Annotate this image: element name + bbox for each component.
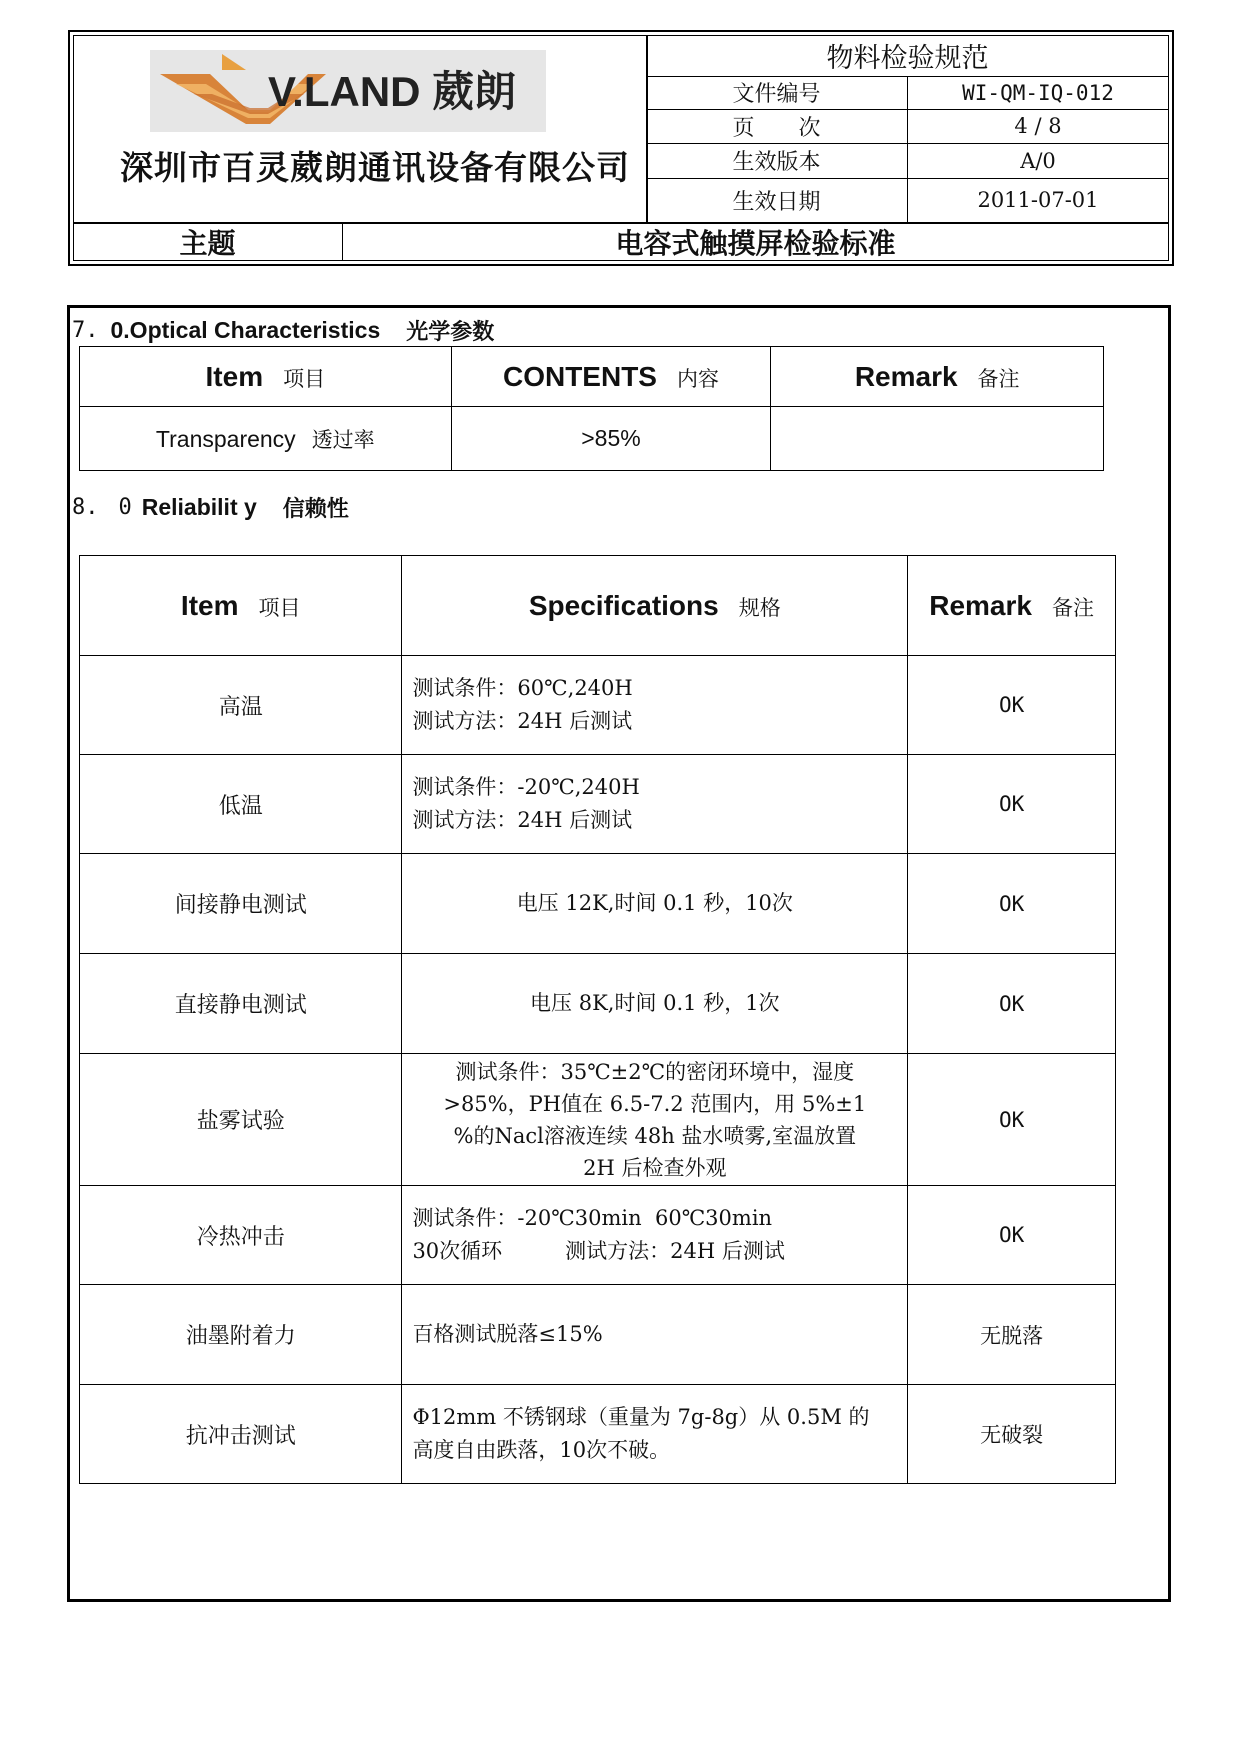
section-8-zero: 0 bbox=[118, 494, 132, 520]
cell-remark: OK bbox=[908, 656, 1116, 755]
value-version: A/0 bbox=[1020, 148, 1056, 173]
cell-remark: OK bbox=[908, 755, 1116, 854]
cell-remark: OK bbox=[908, 854, 1116, 954]
label-effective-date: 生效日期 bbox=[732, 189, 821, 215]
cell-item: 高温 bbox=[80, 656, 402, 755]
cell-remark bbox=[771, 407, 1104, 471]
cell-item: 冷热冲击 bbox=[80, 1186, 402, 1285]
section-8-title-en: Reliabilit y bbox=[141, 493, 257, 520]
optical-table bbox=[79, 346, 1104, 471]
spec-line: 2H 后检查外观 bbox=[583, 1155, 727, 1180]
cell-spec bbox=[402, 954, 908, 1054]
cell-spec bbox=[402, 1385, 908, 1484]
label-doc-number: 文件编号 bbox=[732, 82, 821, 107]
table-row bbox=[80, 1285, 1116, 1385]
table-row bbox=[80, 954, 1116, 1054]
header-item-zh: 项目 bbox=[258, 595, 301, 620]
table-row bbox=[80, 854, 1116, 954]
section-7-heading bbox=[72, 314, 494, 346]
section-8-number: 8. bbox=[72, 494, 99, 520]
cell-spec bbox=[402, 1285, 908, 1385]
item-en: Transparency bbox=[155, 425, 296, 452]
header-remark-en: Remark bbox=[854, 360, 958, 392]
spec-line: 测试方法：24H 后测试 bbox=[412, 709, 633, 733]
cell-spec bbox=[402, 656, 908, 755]
cell-remark: OK bbox=[908, 954, 1116, 1054]
table-row bbox=[80, 1186, 1116, 1285]
company-logo bbox=[150, 50, 546, 132]
cell-item: 油墨附着力 bbox=[80, 1285, 402, 1385]
spec-line: 测试条件：35℃±2℃的密闭环境中，湿度 bbox=[455, 1059, 855, 1084]
table-row bbox=[80, 755, 1116, 854]
section-7-title-en: 0.Optical Characteristics bbox=[110, 316, 381, 343]
header-spec-en: Specifications bbox=[528, 589, 719, 621]
cell-item: 盐雾试验 bbox=[80, 1054, 402, 1186]
spec-line: 测试条件：-20℃30min 60℃30min bbox=[412, 1206, 773, 1230]
spec-line: >85%，PH值在 6.5-7.2 范围内，用 5%±1 bbox=[443, 1091, 867, 1116]
reliability-table bbox=[79, 555, 1116, 1484]
header-contents-en: CONTENTS bbox=[502, 360, 657, 392]
company-name: 深圳市百灵葳朗通讯设备有限公司 bbox=[120, 148, 630, 187]
spec-line: 电压 12K,时间 0.1 秒，10次 bbox=[516, 891, 793, 915]
spec-line: 测试方法：24H 后测试 bbox=[412, 808, 633, 832]
header-remark-zh: 备注 bbox=[977, 366, 1020, 391]
cell-spec bbox=[402, 854, 908, 954]
header-spec bbox=[402, 556, 908, 656]
table-row bbox=[80, 656, 1116, 755]
cell-item: 直接静电测试 bbox=[80, 954, 402, 1054]
header-remark bbox=[771, 347, 1104, 407]
value-effective-date: 2011-07-01 bbox=[977, 188, 1099, 212]
header-contents-zh: 内容 bbox=[676, 366, 719, 391]
cell-item bbox=[80, 407, 452, 471]
header-remark bbox=[908, 556, 1116, 656]
header-item bbox=[80, 556, 402, 656]
cell-item: 抗冲击测试 bbox=[80, 1385, 402, 1484]
table-header-row bbox=[80, 556, 1116, 656]
spec-line: 百格测试脱落≤15% bbox=[412, 1322, 603, 1346]
value-doc-number: WI-QM-IQ-012 bbox=[962, 80, 1114, 105]
item-zh: 透过率 bbox=[311, 427, 375, 452]
cell-remark: 无破裂 bbox=[908, 1385, 1116, 1484]
spec-line: 电压 8K,时间 0.1 秒，1次 bbox=[530, 991, 780, 1015]
cell-spec bbox=[402, 755, 908, 854]
spec-line: Φ12mm 不锈钢球（重量为 7g-8g）从 0.5M 的 bbox=[412, 1405, 870, 1429]
header-contents bbox=[451, 347, 771, 407]
header-remark-zh: 备注 bbox=[1051, 595, 1094, 620]
label-version: 生效版本 bbox=[732, 150, 821, 175]
spec-line: 高度自由跌落，10次不破。 bbox=[412, 1438, 671, 1462]
header-item-en: Item bbox=[180, 589, 239, 621]
cell-remark: 无脱落 bbox=[908, 1285, 1116, 1385]
subject-label: 主题 bbox=[179, 226, 236, 260]
spec-line: 30次循环 测试方法：24H 后测试 bbox=[412, 1239, 785, 1263]
cell-contents: >85% bbox=[451, 407, 771, 471]
section-7-title-zh: 光学参数 bbox=[406, 318, 495, 345]
header-item-zh: 项目 bbox=[283, 366, 326, 391]
value-page: 4 / 8 bbox=[1014, 114, 1062, 138]
header-item bbox=[80, 347, 452, 407]
cell-remark: OK bbox=[908, 1054, 1116, 1186]
cell-spec bbox=[402, 1186, 908, 1285]
cell-item: 间接静电测试 bbox=[80, 854, 402, 954]
spec-line: 测试条件：60℃,240H bbox=[412, 676, 633, 700]
cell-spec bbox=[402, 1054, 908, 1186]
header-remark-en: Remark bbox=[929, 589, 1032, 621]
header-item-en: Item bbox=[205, 360, 264, 392]
table-header-row bbox=[80, 347, 1104, 407]
doc-type: 物料检验规范 bbox=[826, 43, 989, 74]
label-page: 页 次 bbox=[732, 115, 821, 141]
cell-item: 低温 bbox=[80, 755, 402, 854]
section-8-title-zh: 信赖性 bbox=[282, 495, 349, 522]
spec-line: 测试条件：-20℃,240H bbox=[412, 775, 640, 799]
vland-logo-icon bbox=[150, 50, 546, 132]
header-spec-zh: 规格 bbox=[738, 595, 781, 620]
table-row bbox=[80, 1054, 1116, 1186]
section-7-number: 7. bbox=[72, 317, 99, 343]
table-row bbox=[80, 1385, 1116, 1484]
logo-wordmark: V.LAND 葳朗 bbox=[268, 68, 517, 115]
table-row bbox=[80, 407, 1104, 471]
subject-value: 电容式触摸屏检验标准 bbox=[615, 226, 896, 260]
cell-remark: OK bbox=[908, 1186, 1116, 1285]
spec-line: %的Nacl溶液连续 48h 盐水喷雾,室温放置 bbox=[453, 1123, 857, 1148]
section-8-heading bbox=[72, 491, 349, 523]
